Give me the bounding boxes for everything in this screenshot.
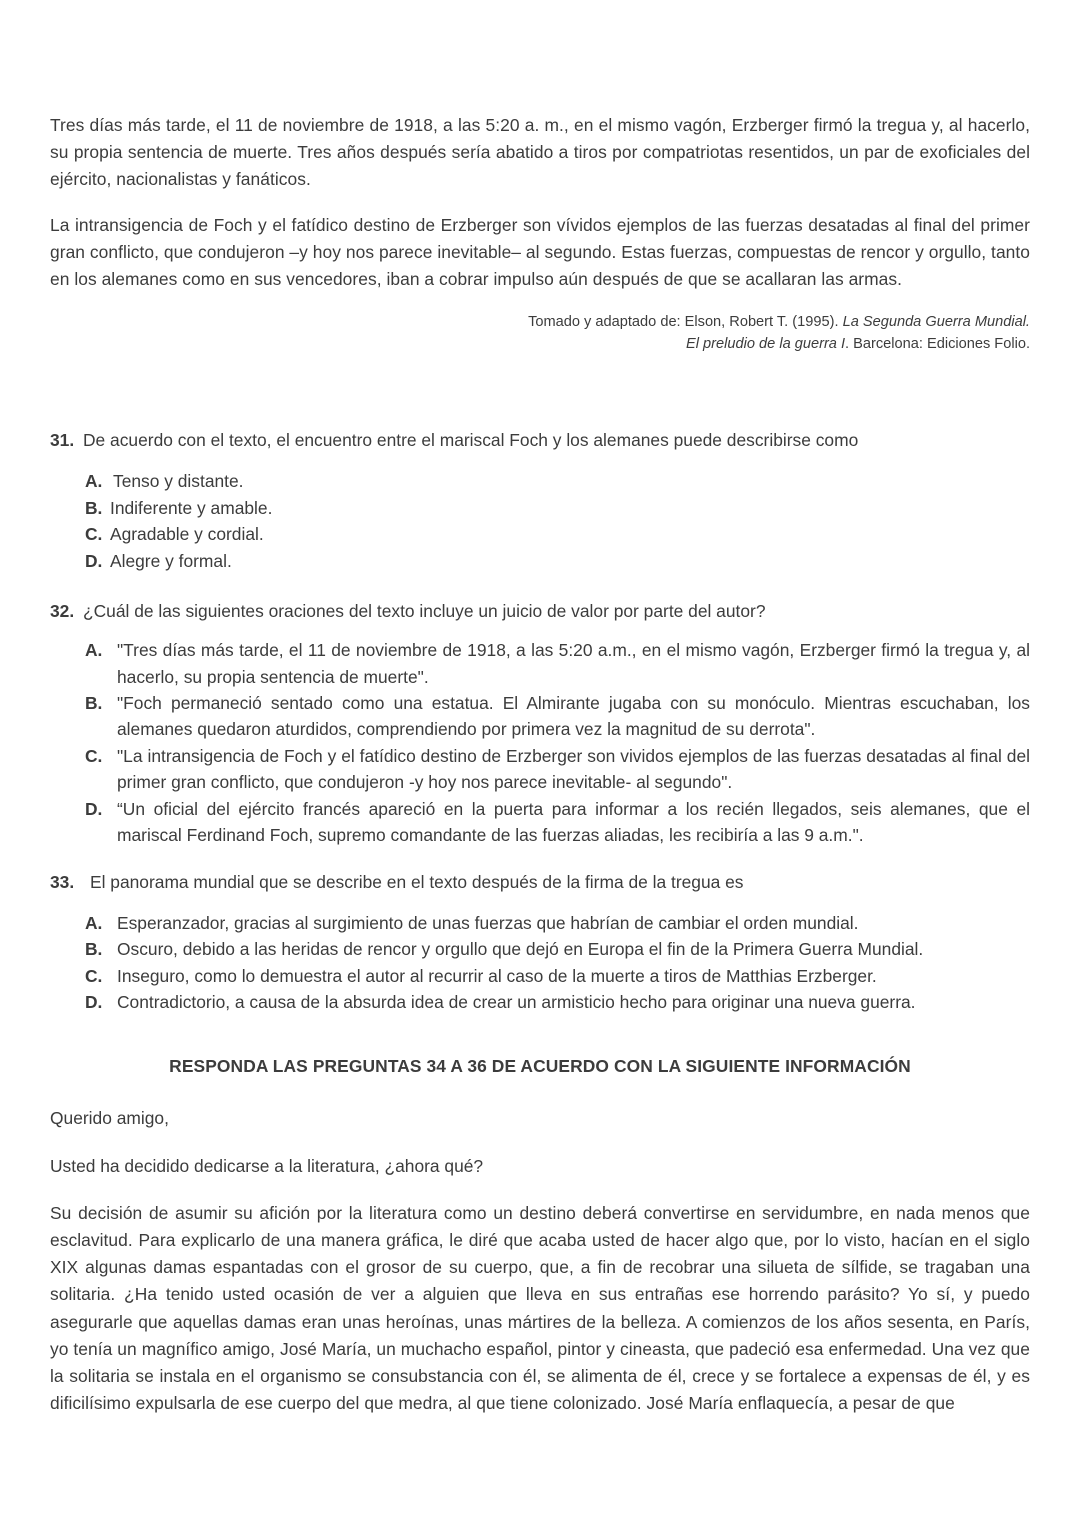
question-32-options <box>85 637 1030 848</box>
question-33-stem: El panorama mundial que se describe en el texto después de la firma de la tregua es <box>90 871 744 892</box>
letter-opening-line: Usted ha decidido dedicarse a la literatura, ¿ahora qué? <box>50 1155 484 1176</box>
option-letter: C. <box>85 965 103 986</box>
option-letter: A. <box>85 912 103 933</box>
citation-title-part-1: La Segunda Guerra Mundial. <box>842 314 1030 331</box>
option-letter: A. <box>85 640 103 661</box>
option-letter: D. <box>85 798 103 819</box>
option-letter: B. <box>85 497 103 518</box>
option-text: Alegre y formal. <box>110 550 232 571</box>
citation-line-1 <box>50 311 1030 333</box>
option-32-d[interactable] <box>85 796 1030 849</box>
option-text: Agradable y cordial. <box>110 524 264 545</box>
letter-body: Su decisión de asumir su afición por la literatura como un destino deberá convertirse en servidumbre, en nada menos que esclavitud. Para explicarlo de una manera gráfica, le diré que acaba usted de hacer algo que, por lo visto, hacían en el siglo XIX algunas damas espantadas con el grosor de su cuerpo, que, a fin de recobrar una silueta de sílfide, se tragaban una solitaria. ¿Ha tenido usted ocasión de ver a alguien que lleva en sus entrañas ese horrendo parásito? Yo sí, y puedo asegurarle que aquellas damas eran unas heroínas, unas mártires de la belleza. A comienzos de los años sesenta, en París, yo tenía un magnífico amigo, José María, un muchacho español, pintor y cineasta, que padeció esa enfermedad. Una vez que la solitaria se instala en el organismo se consubstancia con él, se alimenta de él, crece y se fortalece a expensas de él, y es dificilísimo expulsarla de ese cuerpo del que medra, al que tiene colonizado. José María enflaquecía, a pesar de que <box>50 1202 1030 1414</box>
question-31-number: 31. <box>50 430 75 451</box>
option-letter: C. <box>85 745 103 766</box>
option-letter: B. <box>85 693 103 714</box>
option-32-b[interactable] <box>85 690 1030 743</box>
option-33-a[interactable] <box>85 910 1030 936</box>
letter-salutation: Querido amigo, <box>50 1108 169 1129</box>
question-31 <box>50 427 1030 454</box>
passage-paragraph-2: La intransigencia de Foch y el fatídico destino de Erzberger son vívidos ejemplos de las fuerzas desatadas al final del primer gran conflicto, que condujeron –y hoy nos parece inevitable– al segundo. Estas fuerzas, compuestas de rencor y orgullo, tanto en los alemanes como en sus vencedores, iban a cobrar impulso aún después de que se acallaran las armas. <box>50 214 1030 290</box>
option-text: Contradictorio, a causa de la absurda idea de crear un armisticio hecho para originar una nueva guerra. <box>117 991 916 1012</box>
option-text: Esperanzador, gracias al surgimiento de unas fuerzas que habrían de cambiar el orden mundial. <box>117 912 859 933</box>
option-text: Indiferente y amable. <box>110 497 273 518</box>
option-33-d[interactable] <box>85 989 1030 1015</box>
option-text: Inseguro, como lo demuestra el autor al recurrir al caso de la muerte a tiros de Matthias Erzberger. <box>117 965 877 986</box>
option-33-c[interactable] <box>85 963 1030 989</box>
option-letter: D. <box>85 550 103 571</box>
question-31-stem: De acuerdo con el texto, el encuentro entre el mariscal Foch y los alemanes puede describirse como <box>83 430 859 451</box>
option-letter: B. <box>85 939 103 960</box>
option-letter: D. <box>85 991 103 1012</box>
option-31-d[interactable] <box>85 548 1030 574</box>
citation-line-2 <box>50 333 1030 355</box>
option-text: Tenso y distante. <box>113 471 244 492</box>
question-33-options <box>85 910 1030 1016</box>
option-letter: A. <box>85 471 103 492</box>
passage-paragraph-1: Tres días más tarde, el 11 de noviembre de 1918, a las 5:20 a. m., en el mismo vagón, Erzberger firmó la tregua y, al hacerlo, su propia sentencia de muerte. Tres años después sería abatido a tiros por compatriotas resentidos, un par de exoficiales del ejército, nacionalistas y fanáticos. <box>50 115 1030 190</box>
option-text: “Un oficial del ejército francés apareció en la puerta para informar a los recién llegados, seis alemanes, que el mariscal Ferdinand Foch, supremo comandante de las fuerzas aliadas, les recibiría a las 9 a.m.". <box>117 798 1030 846</box>
option-text: "Foch permaneció sentado como una estatua. El Almirante jugaba con su monóculo. Mientras escuchaban, los alemanes quedaron aturdidos, comprendiendo por primera vez la magnitud de su derrota". <box>117 693 1030 740</box>
question-33 <box>50 869 1030 896</box>
section-heading: RESPONDA LAS PREGUNTAS 34 A 36 DE ACUERDO CON LA SIGUIENTE INFORMACIÓN <box>169 1056 911 1077</box>
option-text: Oscuro, debido a las heridas de rencor y orgullo que dejó en Europa el fin de la Primera Guerra Mundial. <box>117 939 924 960</box>
question-33-number: 33. <box>50 871 75 892</box>
option-31-b[interactable] <box>85 495 1030 521</box>
question-32-stem: ¿Cuál de las siguientes oraciones del texto incluye un juicio de valor por parte del autor? <box>83 601 766 622</box>
option-32-c[interactable] <box>85 743 1030 796</box>
option-letter: C. <box>85 524 103 545</box>
citation-title-part-2: El preludio de la guerra I <box>686 336 846 353</box>
option-32-a[interactable] <box>85 637 1030 690</box>
option-33-b[interactable] <box>85 936 1030 962</box>
question-32-number: 32. <box>50 601 75 622</box>
option-text: "Tres días más tarde, el 11 de noviembre de 1918, a las 5:20 a.m., en el mismo vagón, Erzberger firmó la tregua y, al hacerlo, su propia sentencia de muerte". <box>117 640 1030 687</box>
question-31-options <box>85 468 1030 574</box>
option-31-a[interactable] <box>85 468 1030 494</box>
citation-prefix: Tomado y adaptado de: Elson, Robert T. (1995). <box>528 314 843 331</box>
citation-publisher: . Barcelona: Ediciones Folio. <box>845 336 1030 353</box>
question-32 <box>50 598 1030 625</box>
source-citation <box>50 311 1030 355</box>
option-31-c[interactable] <box>85 521 1030 547</box>
option-text: "La intransigencia de Foch y el fatídico destino de Erzberger son vividos ejemplos de las fuerzas desatadas al final del primer gran conflicto, que condujeron -y hoy nos parece inevitable- al segundo". <box>117 745 1030 793</box>
